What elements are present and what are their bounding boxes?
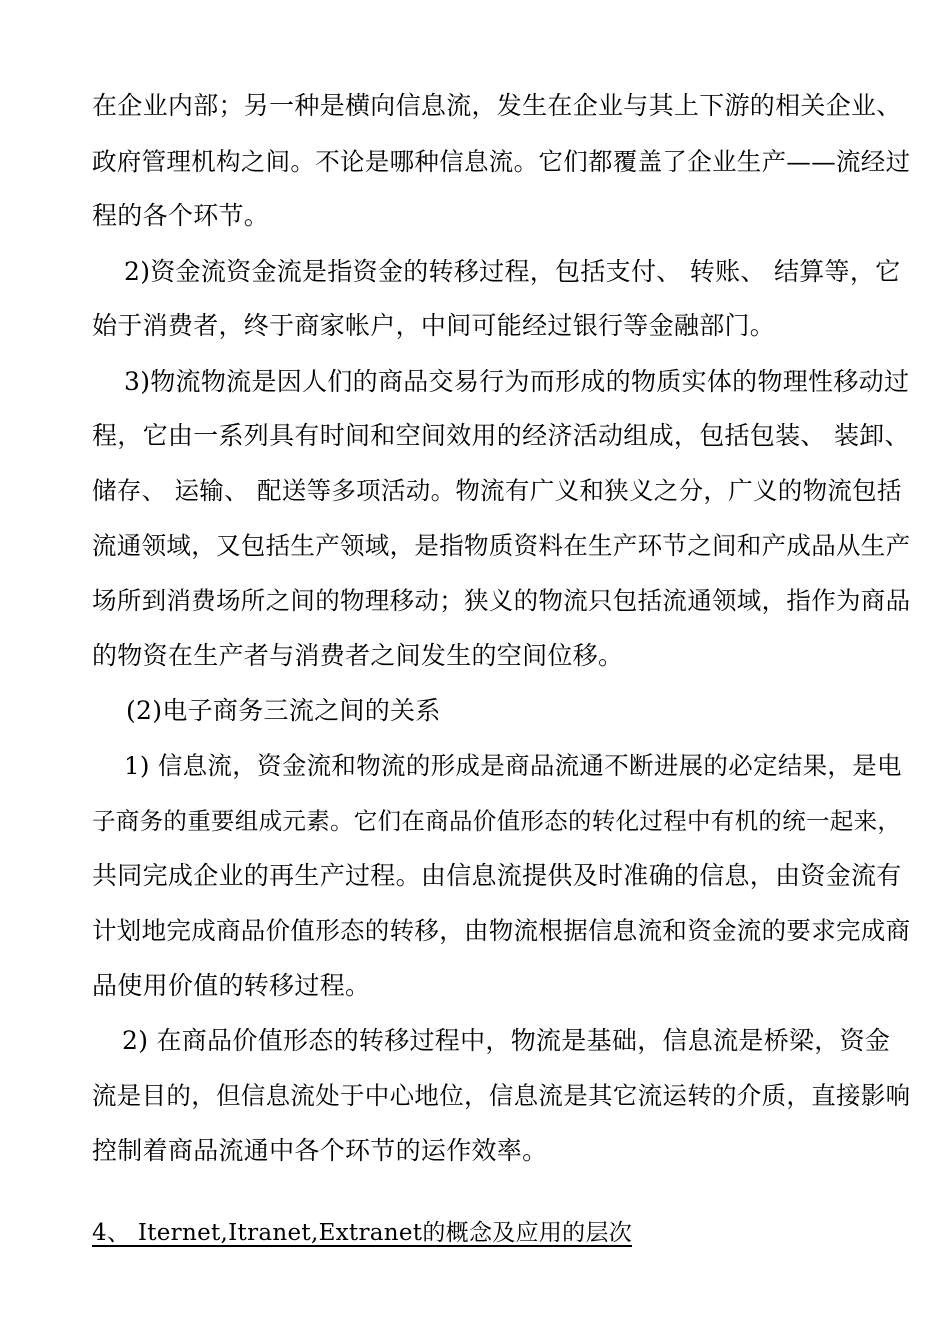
text-line: 的物资在生产者与消费者之间发生的空间位移。 bbox=[92, 641, 624, 670]
text-line: 2)资金流资金流是指资金的转移过程，包括支付、 转账、 结算等，它 bbox=[124, 257, 901, 286]
text-line: 子商务的重要组成元素。它们在商品价值形态的转化过程中有机的统一起来， bbox=[92, 807, 902, 835]
text-line: 程的各个环节。 bbox=[92, 201, 270, 230]
section-heading: 4、 Iternet,Itranet,Extranet的概念及应用的层次 bbox=[92, 1220, 633, 1246]
text-line: 在企业内部；另一种是横向信息流，发生在企业与其上下游的相关企业、 bbox=[92, 91, 902, 120]
text-line: 2) 在商品价值形态的转移过程中，物流是基础，信息流是桥梁，资金 bbox=[122, 1026, 891, 1055]
text-line: 1) 信息流，资金流和物流的形成是商品流通不断进展的必定结果，是电 bbox=[124, 751, 902, 780]
text-line: 3)物流物流是因人们的商品交易行为而形成的物质实体的物理性移动过 bbox=[124, 367, 910, 396]
text-line: 流是目的，但信息流处于中心地位，信息流是其它流运转的介质，直接影响 bbox=[92, 1081, 911, 1110]
text-line: 流通领域，又包括生产领域，是指物质资料在生产环节之间和产成品从生产 bbox=[92, 531, 911, 560]
text-line: 程，它由一系列具有时间和空间效用的经济活动组成，包括包装、 装卸、 bbox=[92, 421, 910, 450]
text-line: 品使用价值的转移过程。 bbox=[92, 971, 371, 1000]
text-line: 场所到消费场所之间的物理移动；狭义的物流只包括流通领域，指作为商品 bbox=[92, 586, 911, 615]
text-line: 储存、 运输、 配送等多项活动。物流有广义和狭义之分，广义的物流包括 bbox=[92, 476, 902, 505]
text-line: (2)电子商务三流之间的关系 bbox=[126, 696, 441, 725]
text-line: 政府管理机构之间。不论是哪种信息流。它们都覆盖了企业生产——流经过 bbox=[92, 147, 911, 176]
text-line: 共同完成企业的再生产过程。由信息流提供及时准确的信息，由资金流有 bbox=[92, 861, 902, 890]
text-line: 计划地完成商品价值形态的转移，由物流根据信息流和资金流的要求完成商 bbox=[92, 916, 911, 945]
text-line: 始于消费者，终于商家帐户，中间可能经过银行等金融部门。 bbox=[92, 311, 776, 340]
text-line: 控制着商品流通中各个环节的运作效率。 bbox=[92, 1136, 548, 1165]
